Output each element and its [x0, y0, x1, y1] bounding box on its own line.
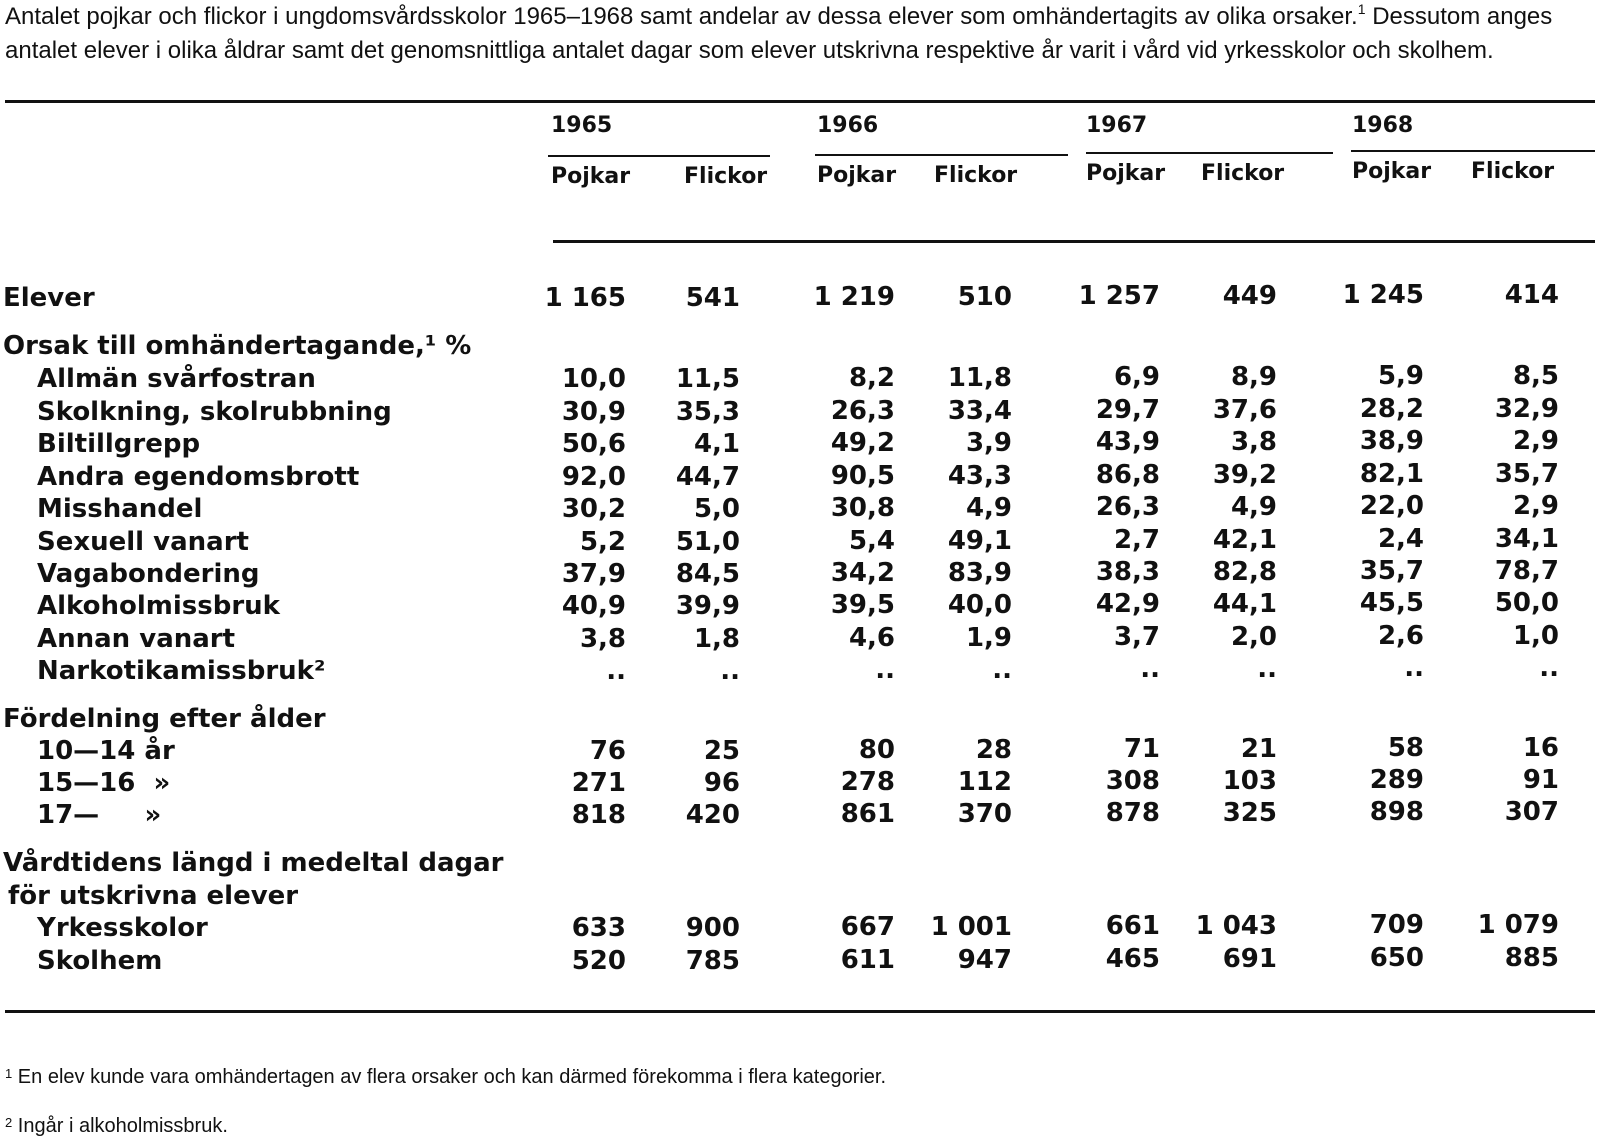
- table-cell: 28: [975, 735, 1012, 765]
- row-label-10-14: 10—14 år: [37, 736, 175, 766]
- table-cell: 818: [571, 800, 626, 830]
- table-cell: 11,8: [947, 363, 1012, 393]
- caption-text-2: Dessutom anges antalet elever i olika åldrar samt det genomsnittliga antalet dagar som elever utskrivna respektive år varit i vård vid yrkesskolor och skolhem.: [5, 3, 1553, 64]
- table-cell: 45,5: [1359, 588, 1424, 618]
- table-cell: 1 219: [813, 282, 895, 312]
- table-cell: 289: [1369, 765, 1424, 795]
- table-cell: 1 165: [544, 283, 626, 313]
- table-cell: 271: [571, 768, 626, 798]
- footnote-1-mark: 1: [5, 1066, 13, 1081]
- table-cell: 76: [589, 736, 626, 766]
- table-cell: 5,2: [579, 527, 626, 557]
- table-cell: 2,9: [1512, 491, 1559, 521]
- table-cell: 25: [703, 736, 740, 766]
- table-cell: 112: [957, 767, 1012, 797]
- table-cell: 885: [1504, 943, 1559, 973]
- table-cell: 414: [1504, 280, 1559, 310]
- table-cell: 103: [1222, 766, 1277, 796]
- table-cell: 1,8: [693, 624, 740, 654]
- table-cell: 370: [957, 799, 1012, 829]
- header-bottom-rule: [553, 240, 1595, 243]
- table-cell: 26,3: [1095, 492, 1160, 522]
- row-label-egendomsbrott: Andra egendomsbrott: [37, 462, 360, 492]
- table-cell: 2,6: [1377, 621, 1424, 651]
- table-cell: 91: [1522, 765, 1559, 795]
- table-cell: 49,2: [830, 428, 895, 458]
- table-cell: 633: [571, 913, 626, 943]
- table-cell: 510: [957, 282, 1012, 312]
- year-header-1965: 1965: [551, 113, 613, 138]
- table-cell: ..: [606, 656, 626, 686]
- row-label-vagabondering: Vagabondering: [37, 559, 260, 589]
- table-cell: 38,9: [1359, 426, 1424, 456]
- row-label-15-16: 15—16 »: [37, 768, 171, 798]
- year-rule-1967: [1086, 152, 1333, 154]
- table-cell: 465: [1105, 944, 1160, 974]
- footnote-1-text: En elev kunde vara omhändertagen av flera orsaker och kan därmed förekomma i flera kategorier.: [17, 1066, 887, 1088]
- table-cell: 420: [685, 800, 740, 830]
- table-cell: 39,2: [1212, 460, 1277, 490]
- table-cell: 28,2: [1359, 394, 1424, 424]
- table-cell: 40,0: [947, 590, 1012, 620]
- table-cell: 541: [685, 283, 740, 313]
- row-label-sexuell: Sexuell vanart: [37, 527, 249, 557]
- table-cell: 861: [840, 799, 895, 829]
- table-cell: 1 257: [1078, 281, 1160, 311]
- table-cell: 38,3: [1095, 557, 1160, 587]
- table-cell: 650: [1369, 943, 1424, 973]
- table-cell: 2,9: [1512, 426, 1559, 456]
- table-cell: 86,8: [1095, 460, 1160, 490]
- caption-text: Antalet pojkar och flickor i ungdomsvårdsskolor 1965–1968 samt andelar av dessa elever som omhändertagits av olika orsaker.: [5, 3, 1358, 30]
- table-cell: ..: [1257, 654, 1277, 684]
- table-cell: 2,4: [1377, 524, 1424, 554]
- table-cell: 80: [858, 735, 895, 765]
- row-label-fordelning: Fördelning efter ålder: [3, 704, 326, 734]
- table-cell: 785: [685, 946, 740, 976]
- table-cell: 3,7: [1113, 622, 1160, 652]
- row-label-skolhem: Skolhem: [37, 946, 163, 976]
- row-label-vardtid: Vårdtidens längd i medeltal dagar: [3, 848, 504, 878]
- subheader-pojkar-1966: Pojkar: [817, 163, 897, 188]
- table-cell: 16: [1522, 733, 1559, 763]
- footnote-2-mark: 2: [5, 1115, 13, 1130]
- row-label-utskrivna: för utskrivna elever: [8, 881, 299, 911]
- table-cell: 44,7: [675, 462, 740, 492]
- year-header-1967: 1967: [1086, 113, 1148, 138]
- year-rule-1968: [1351, 150, 1595, 152]
- table-cell: 35,3: [675, 397, 740, 427]
- table-cell: 4,6: [848, 623, 895, 653]
- table-cell: 900: [685, 913, 740, 943]
- table-cell: 4,1: [693, 429, 740, 459]
- table-cell: 37,6: [1212, 395, 1277, 425]
- table-cell: 82,8: [1212, 557, 1277, 587]
- table-cell: 307: [1504, 797, 1559, 827]
- table-cell: 325: [1222, 798, 1277, 828]
- table-cell: 30,2: [561, 494, 626, 524]
- footnote-1: [5, 1066, 886, 1089]
- table-cell: 6,9: [1113, 362, 1160, 392]
- table-cell: 11,5: [675, 364, 740, 394]
- row-label-elever: Elever: [3, 283, 95, 313]
- subheader-pojkar-1965: Pojkar: [551, 164, 631, 189]
- table-cell: 2,7: [1113, 525, 1160, 555]
- table-cell: 520: [571, 946, 626, 976]
- table-cell: 1,9: [965, 623, 1012, 653]
- footnote-2: [5, 1115, 228, 1138]
- row-label-annan: Annan vanart: [37, 624, 236, 654]
- subheader-flickor-1968: Flickor: [1471, 159, 1555, 184]
- row-label-biltillgrepp: Biltillgrepp: [37, 429, 201, 459]
- table-cell: 42,1: [1212, 525, 1277, 555]
- table-cell: 78,7: [1494, 556, 1559, 586]
- row-label-17: 17— »: [37, 800, 162, 830]
- table-cell: 1 245: [1342, 280, 1424, 310]
- table-cell: 8,2: [848, 363, 895, 393]
- table-cell: ..: [720, 656, 740, 686]
- table-cell: 278: [840, 767, 895, 797]
- table-cell: 947: [957, 945, 1012, 975]
- table-cell: 71: [1123, 734, 1160, 764]
- year-rule-1966: [815, 154, 1068, 156]
- bottom-rule: [5, 1010, 1595, 1013]
- table-cell: 44,1: [1212, 589, 1277, 619]
- table-cell: 1 001: [930, 912, 1012, 942]
- table-cell: 8,9: [1230, 362, 1277, 392]
- subheader-pojkar-1967: Pojkar: [1086, 161, 1166, 186]
- table-caption: [5, 0, 1595, 68]
- table-cell: 611: [840, 945, 895, 975]
- row-label-skolkning: Skolkning, skolrubbning: [37, 397, 392, 427]
- table-cell: 58: [1387, 733, 1424, 763]
- table-cell: 33,4: [947, 396, 1012, 426]
- table-cell: 29,7: [1095, 395, 1160, 425]
- table-cell: 32,9: [1494, 394, 1559, 424]
- table-cell: 84,5: [675, 559, 740, 589]
- table-cell: 90,5: [830, 461, 895, 491]
- year-rule-1965: [548, 155, 770, 157]
- subheader-flickor-1965: Flickor: [684, 164, 768, 189]
- table-cell: ..: [1404, 653, 1424, 683]
- table-cell: 4,9: [1230, 492, 1277, 522]
- table-cell: 3,9: [965, 428, 1012, 458]
- table-cell: ..: [1539, 653, 1559, 683]
- table-cell: 37,9: [561, 559, 626, 589]
- table-cell: 39,9: [675, 591, 740, 621]
- row-label-orsak: Orsak till omhändertagande,¹ %: [3, 331, 472, 361]
- table-cell: 43,3: [947, 461, 1012, 491]
- table-cell: ..: [992, 655, 1012, 685]
- subheader-flickor-1967: Flickor: [1201, 161, 1285, 186]
- table-cell: 50,0: [1494, 588, 1559, 618]
- table-cell: 21: [1240, 734, 1277, 764]
- table-cell: 43,9: [1095, 427, 1160, 457]
- table-cell: 34,1: [1494, 524, 1559, 554]
- table-cell: 22,0: [1359, 491, 1424, 521]
- table-cell: 30,9: [561, 397, 626, 427]
- row-label-yrkesskolor: Yrkesskolor: [37, 913, 208, 943]
- table-cell: 30,8: [830, 493, 895, 523]
- table-cell: 5,4: [848, 526, 895, 556]
- table-cell: 1 079: [1477, 910, 1559, 940]
- table-cell: 4,9: [965, 493, 1012, 523]
- table-cell: 96: [703, 768, 740, 798]
- table-cell: 1,0: [1512, 621, 1559, 651]
- table-cell: 10,0: [561, 364, 626, 394]
- table-cell: 40,9: [561, 591, 626, 621]
- table-cell: 49,1: [947, 526, 1012, 556]
- year-header-1966: 1966: [817, 113, 879, 138]
- table-cell: 691: [1222, 944, 1277, 974]
- table-cell: 26,3: [830, 396, 895, 426]
- table-cell: 50,6: [561, 429, 626, 459]
- table-cell: 83,9: [947, 558, 1012, 588]
- table-cell: 449: [1222, 281, 1277, 311]
- table-cell: 2,0: [1230, 622, 1277, 652]
- subheader-pojkar-1968: Pojkar: [1352, 159, 1432, 184]
- table-cell: 35,7: [1494, 459, 1559, 489]
- table-cell: 34,2: [830, 558, 895, 588]
- table-cell: 3,8: [1230, 427, 1277, 457]
- table-cell: 92,0: [561, 462, 626, 492]
- table-cell: 42,9: [1095, 589, 1160, 619]
- table-cell: ..: [1140, 654, 1160, 684]
- table-cell: 51,0: [675, 527, 740, 557]
- row-label-misshandel: Misshandel: [37, 494, 203, 524]
- footnote-2-text: Ingår i alkoholmissbruk.: [17, 1115, 228, 1137]
- row-label-allman: Allmän svårfostran: [37, 364, 316, 394]
- table-cell: 82,1: [1359, 459, 1424, 489]
- row-label-alkohol: Alkoholmissbruk: [37, 591, 280, 621]
- table-cell: 8,5: [1512, 361, 1559, 391]
- top-rule: [5, 100, 1595, 103]
- table-cell: 709: [1369, 910, 1424, 940]
- table-cell: 5,0: [693, 494, 740, 524]
- table-cell: ..: [875, 655, 895, 685]
- table-cell: 898: [1369, 797, 1424, 827]
- table-cell: 878: [1105, 798, 1160, 828]
- subheader-flickor-1966: Flickor: [934, 163, 1018, 188]
- caption-footnote-mark: 1: [1357, 1, 1366, 17]
- table-cell: 35,7: [1359, 556, 1424, 586]
- table-cell: 39,5: [830, 590, 895, 620]
- year-header-1968: 1968: [1352, 113, 1414, 138]
- table-cell: 661: [1105, 911, 1160, 941]
- row-label-narkotika: Narkotikamissbruk²: [37, 656, 326, 686]
- table-cell: 308: [1105, 766, 1160, 796]
- table-cell: 667: [840, 912, 895, 942]
- table-cell: 1 043: [1195, 911, 1277, 941]
- table-cell: 3,8: [579, 624, 626, 654]
- table-cell: 5,9: [1377, 361, 1424, 391]
